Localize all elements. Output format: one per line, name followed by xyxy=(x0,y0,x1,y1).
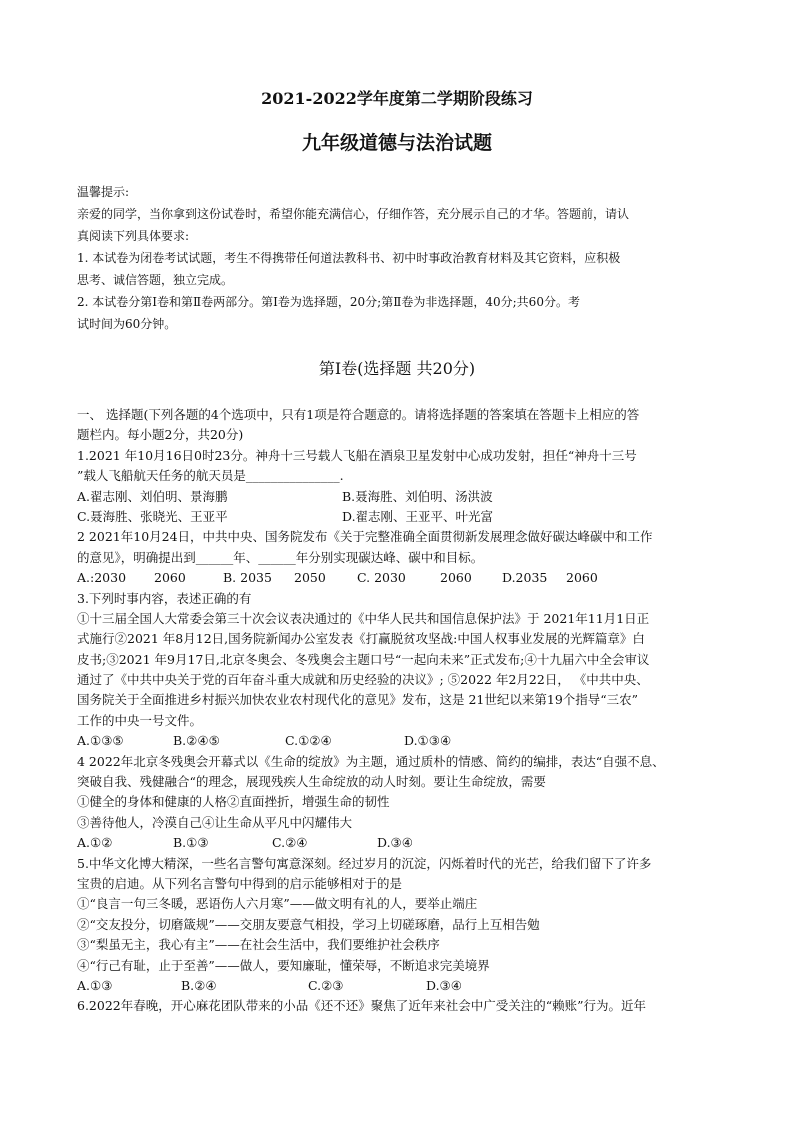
question-4-text: 4 2022年北京冬残奥会开幕式以《生命的绽放》为主题，通过质朴的情感、简约的编排，表达“自强不息、 xyxy=(77,753,665,769)
option-d: D.①③④ xyxy=(404,733,452,749)
notice-line: 试时间为60分钟。 xyxy=(77,317,177,331)
question-body xyxy=(77,405,722,1017)
question-3-text: 通过了《中共中央关于党的百年奋斗重大成就和历史经验的决议》; ⑤2022 年2月22日， 《中共中央、 xyxy=(77,672,649,688)
exam-title: 2021-2022学年度第二学期阶段练习 xyxy=(261,89,533,108)
instruction-line: 一、 选择题(下列各题的4个选项中，只有1项是符合题意的。请将选择题的答案填在答题卡上相应的答 xyxy=(77,407,640,422)
option-a: A.①③ xyxy=(77,977,113,993)
question-3-options-row xyxy=(77,731,722,751)
option-c: C.①②④ xyxy=(285,733,332,749)
option-c-value: 2060 xyxy=(440,570,472,586)
option-a: A.①③⑤ xyxy=(77,733,124,749)
notice-line: 2. 本试卷分第Ⅰ卷和第Ⅱ卷两部分。第Ⅰ卷为选择题，20分;第Ⅱ卷为非选择题，40分;共60分。考 xyxy=(77,295,580,309)
question-5-text: ①“良言一句三冬暖，恶语伤人六月寒”——做文明有礼的人，要举止端庄 xyxy=(77,896,478,912)
question-5-text: ②“交友投分，切磨箴规”——交朋友要意气相投，学习上切磋琢磨，品行上互相告勉 xyxy=(77,916,540,932)
notice-line: 1. 本试卷为闭卷考试试题，考生不得携带任何道法教科书、初中时事政治教育材料及其它资料，应积极 xyxy=(77,251,621,265)
option-c: C.②③ xyxy=(308,977,344,993)
question-3-text: 式施行②2021 年8月12日,国务院新闻办公室发表《打赢脱贫攻坚战:中国人权事业发展的光辉篇章》白 xyxy=(77,631,645,647)
question-4-text: ①健全的身体和健康的人格②直面挫折，增强生命的韧性 xyxy=(77,794,390,810)
option-a: A.①② xyxy=(77,835,113,851)
question-3-text: ①十三届全国人大常委会第三十次会议表决通过的《中华人民共和国信息保护法》于 2021年11月1日正 xyxy=(77,610,650,626)
question-1-text: 1.2021 年10月16日0时23分。神舟十三号载人飞船在酒泉卫星发射中心成功发射，担任“神舟十三号 xyxy=(77,447,637,463)
option-b: B. 2035 xyxy=(223,570,272,586)
option-d: D.2035 xyxy=(502,570,548,586)
question-5-text: ③“梨虽无主，我心有主”——在社会生活中，我们要维护社会秩序 xyxy=(77,937,440,953)
notice-block xyxy=(77,181,722,335)
question-2-text: 的意见》，明确提出到______年、______年分别实现碳达峰、碳中和目标。 xyxy=(77,549,484,565)
question-5-text: 宝贵的启迪。从下列名言警句中得到的启示能够相对于的是 xyxy=(77,875,403,891)
question-1-options-row xyxy=(77,507,722,527)
option-c: C.聂海胜、张晓光、王亚平 xyxy=(77,508,228,524)
question-3-text: 国务院关于全面推进乡村振兴加快农业农村现代化的意见》发布，这是 21世纪以来第19个指导“三农” xyxy=(77,692,639,708)
option-a-value: 2060 xyxy=(154,570,186,586)
option-c: C. 2030 xyxy=(357,570,406,586)
option-d-value: 2060 xyxy=(566,570,598,586)
option-c: C.②④ xyxy=(272,835,308,851)
option-b: B.①③ xyxy=(173,835,209,851)
option-d: D.③④ xyxy=(426,977,462,993)
option-a: A.翟志刚、刘伯明、景海鹏 xyxy=(77,488,228,504)
notice-label: 温馨提示: xyxy=(77,185,130,199)
exam-subtitle: 九年级道德与法治试题 xyxy=(301,132,492,154)
notice-line: 亲爱的同学，当你拿到这份试卷时，希望你能充满信心，仔细作答，充分展示自己的才华。答题前，请认 xyxy=(77,207,630,221)
question-1-options-row xyxy=(77,487,722,507)
section-title: 第Ⅰ卷(选择题 共20分) xyxy=(318,359,476,378)
option-d: D.翟志刚、王亚平、叶光富 xyxy=(342,508,494,524)
option-d: D.③④ xyxy=(377,835,413,851)
instruction-line: 题栏内。每小题2分，共20分) xyxy=(77,427,244,443)
question-1-text: ”载人飞船航天任务的航天员是_______________. xyxy=(77,468,344,484)
question-3-text: 皮书;③2021 年9月17日,北京冬奥会、冬残奥会主题口号“一起向未来”正式发布;④十九届六中全会审议 xyxy=(77,651,650,667)
notice-line: 思考、诚信答题，独立完成。 xyxy=(77,273,234,287)
option-b: B.②④ xyxy=(181,977,217,993)
question-4-text: 突破自我、残健融合“的理念，展现残疾人生命绽放的动人时刻。要让生命绽放，需要 xyxy=(77,774,546,790)
question-2-options-row xyxy=(77,568,722,588)
question-5-text: ④“行己有耻，止于至善”——做人，要知廉耻，懂荣辱，不断追求完美境界 xyxy=(77,957,490,973)
question-3-text: 工作的中央一号文件。 xyxy=(77,712,203,728)
option-b-value: 2050 xyxy=(294,570,326,586)
option-b: B.②④⑤ xyxy=(173,733,220,749)
notice-line: 真阅读下列具体要求: xyxy=(77,229,190,243)
question-6-text: 6.2022年春晚，开心麻花团队带来的小品《还不还》聚焦了近年来社会中广受关注的“赖账”行为。近年 xyxy=(77,998,647,1014)
question-5-options-row xyxy=(77,976,722,996)
question-5-text: 5.中华文化博大精深，一些名言警句寓意深刻。经过岁月的沉淀，闪烁着时代的光芒，给我们留下了许多 xyxy=(77,855,652,871)
question-3-text: 3.下列时事内容，表述正确的有 xyxy=(77,590,252,606)
question-4-text: ③善待他人，冷漠自己④让生命从平凡中闪耀伟大 xyxy=(77,814,353,830)
question-2-text: 2 2021年10月24日，中共中央、国务院发布《关于完整准确全面贯彻新发展理念做好碳达峰碳中和工作 xyxy=(77,529,653,545)
option-a: A.:2030 xyxy=(77,570,127,586)
question-4-options-row xyxy=(77,833,722,853)
option-b: B.聂海胜、刘伯明、汤洪波 xyxy=(342,488,493,504)
